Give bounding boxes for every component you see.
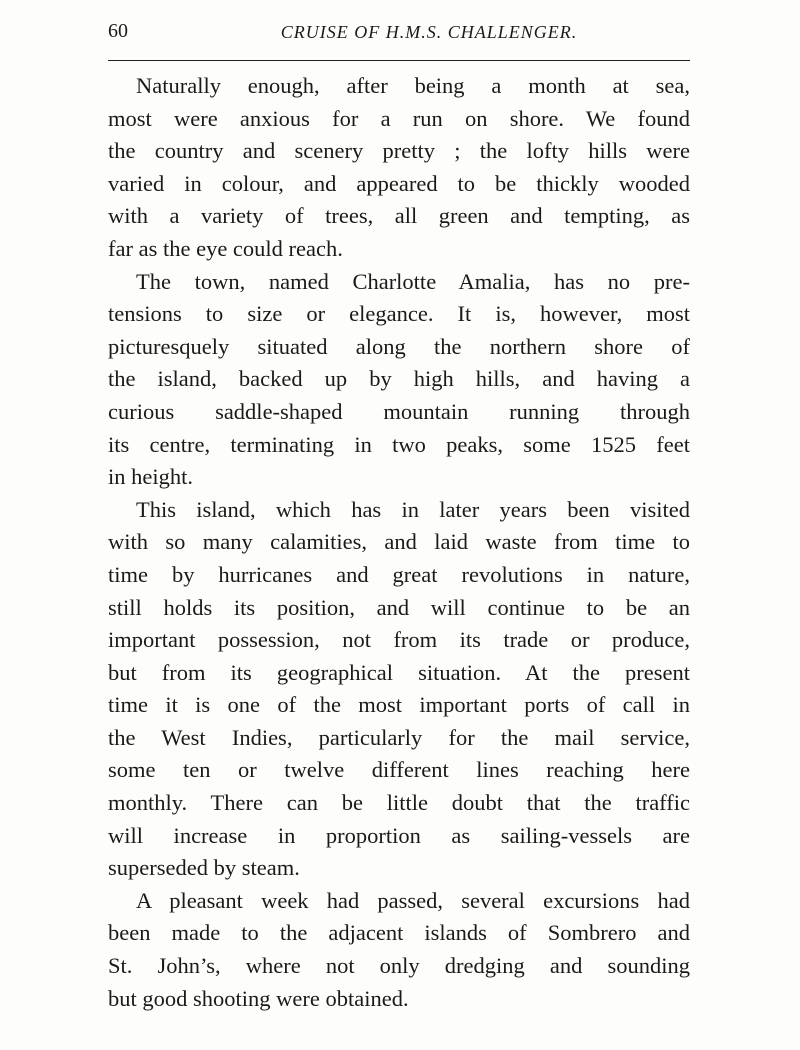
text-line: Naturally enough, after being a month at sea, (136, 73, 690, 98)
text-line: most were anxious for a run on shore. We found (108, 105, 690, 131)
text-line: superseded by steam. (108, 855, 300, 881)
text-line: with so many calamities, and laid waste from time to (108, 529, 690, 555)
text-line: A pleasant week had passed, several excursions had (136, 887, 690, 913)
text-line: St. John’s, where not only dredging and sounding (108, 953, 690, 979)
text-line: The town, named Charlotte Amalia, has no pre- (136, 268, 690, 294)
text-line: been made to the adjacent islands of Sombrero and (108, 920, 690, 946)
text-line: the country and scenery pretty ; the lofty hills were (108, 138, 690, 164)
text-line: but from its geographical situation. At the present (108, 659, 690, 685)
text-line: important possession, not from its trade or produce, (108, 627, 690, 653)
text-line: far as the eye could reach. (108, 235, 343, 261)
header-rule (108, 60, 690, 61)
text-line: in height. (108, 464, 193, 490)
text-line: its centre, terminating in two peaks, some 1525 feet (108, 431, 690, 457)
text-line: the West Indies, particularly for the mail service, (108, 724, 690, 750)
text-line: but good shooting were obtained. (108, 985, 409, 1011)
text-line: monthly. There can be little doubt that the traffic (108, 790, 690, 816)
text-line: picturesquely situated along the northern shore of (108, 333, 690, 359)
page-number: 60 (108, 20, 128, 42)
text-line: This island, which has in later years been visited (136, 496, 690, 522)
text-line: varied in colour, and appeared to be thickly wooded (108, 170, 690, 196)
page-header (108, 18, 690, 48)
text-line: curious saddle-shaped mountain running through (108, 398, 690, 424)
text-line: the island, backed up by high hills, and having a (108, 366, 690, 392)
body-text (108, 70, 690, 1015)
text-line: with a variety of trees, all green and tempting, as (108, 203, 690, 229)
text-line: will increase in proportion as sailing-vessels are (108, 822, 690, 848)
text-line: some ten or twelve different lines reaching here (108, 757, 690, 783)
running-title: CRUISE OF H.M.S. CHALLENGER. (280, 22, 578, 42)
text-line: time by hurricanes and great revolutions in nature, (108, 561, 690, 587)
text-line: time it is one of the most important ports of call in (108, 692, 690, 718)
text-line: tensions to size or elegance. It is, however, most (108, 301, 690, 327)
text-line: still holds its position, and will continue to be an (108, 594, 690, 620)
